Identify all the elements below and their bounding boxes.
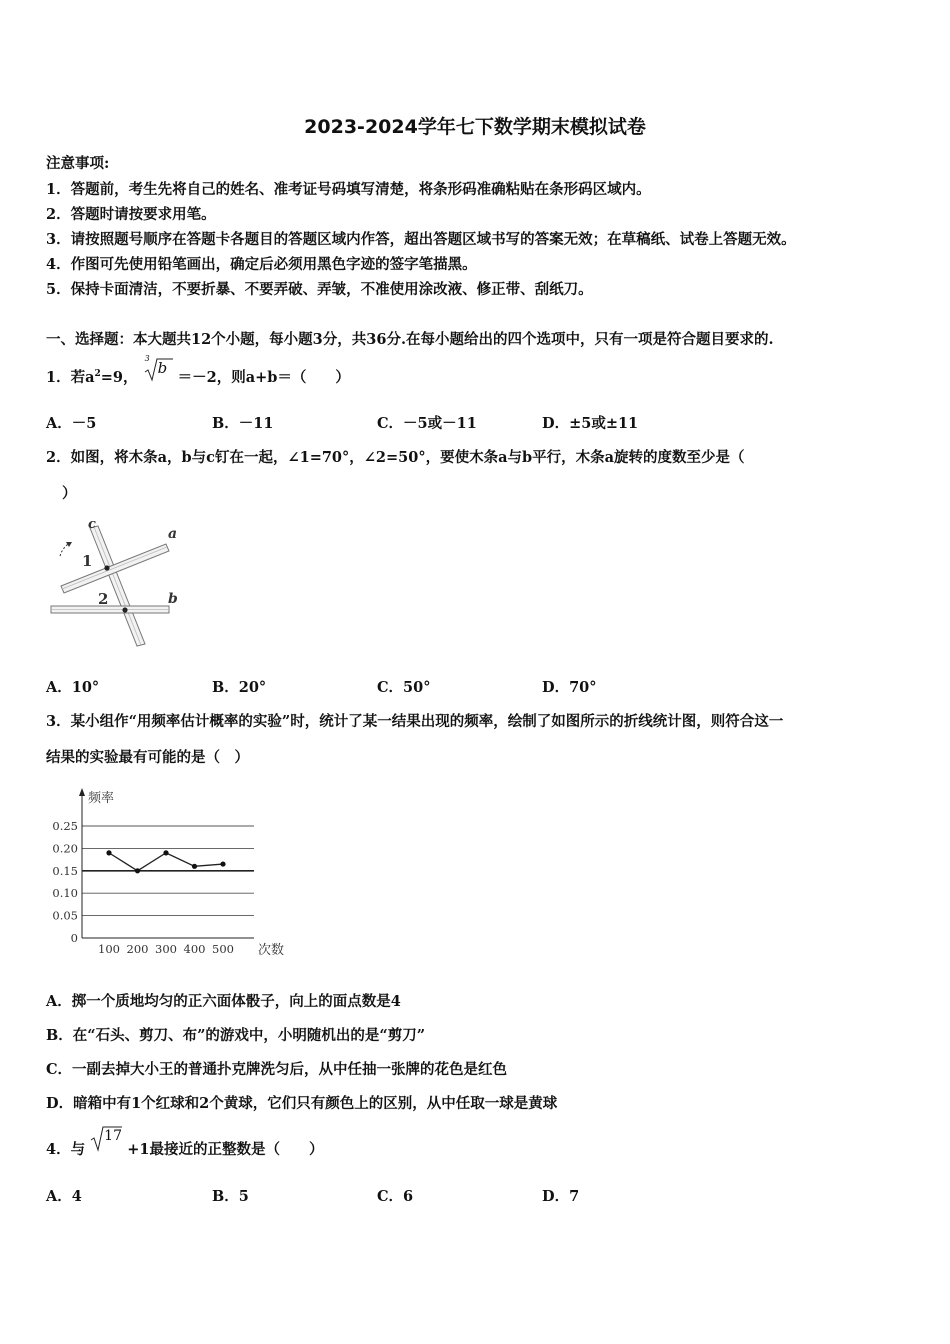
data-point [192, 864, 197, 869]
data-point [163, 850, 168, 855]
frequency-line-chart [46, 782, 296, 967]
label-b: b [168, 591, 178, 607]
notice-heading: 注意事项: [46, 155, 110, 172]
label-angle-2: 2 [98, 590, 109, 608]
x-tick-label: 400 [183, 942, 206, 956]
y-tick-label: 0.25 [52, 819, 78, 833]
question-3: 3．某小组作“用频率估计概率的实验”时，统计了某一结果出现的频率，绘制了如图所示的折线统计图，则符合这一 [46, 713, 784, 730]
q4-square-root [90, 1128, 122, 1156]
y-tick-label: 0.05 [52, 908, 78, 923]
data-point [106, 850, 111, 855]
section-heading: 一、选择题：本大题共12个小题，每小题3分，共36分.在每小题给出的四个选项中，只有一项是符合题目要求的. [46, 331, 774, 348]
question-2: 2．如图，将木条a，b与c钉在一起，∠1=70°，∠2=50°，要使木条a与b平行，木条a旋转的度数至少是（ [46, 449, 745, 466]
q1-sup: 2 [94, 369, 101, 380]
q2-option-d: D．70° [542, 679, 597, 696]
q1-option-a: A．－5 [46, 415, 97, 432]
data-point [135, 868, 140, 873]
y-axis-label: 频率 [88, 791, 115, 806]
question-1 [46, 354, 350, 387]
x-tick-label: 100 [98, 942, 120, 956]
notice-item: 4．作图可先使用铅笔画出，确定后必须用黑色字迹的签字笔描黑。 [46, 256, 477, 273]
nail-2 [122, 607, 127, 612]
q3-option-a: A．掷一个质地均匀的正六面体骰子，向上的面点数是4 [46, 993, 401, 1010]
data-point [220, 861, 225, 866]
label-a: a [168, 526, 178, 542]
series-line [109, 853, 223, 871]
q1-radicand: b [157, 359, 168, 377]
x-tick-label: 500 [212, 942, 234, 956]
q2-option-b: B．20° [212, 679, 267, 696]
q4-prefix: 4．与 [46, 1141, 86, 1158]
q4-option-b: B．5 [212, 1188, 249, 1205]
q1-cube-root [143, 354, 173, 384]
q1-root-index: 3 [144, 354, 150, 363]
y-tick-label: 0 [70, 931, 78, 945]
q4-suffix: +1最接近的正整数是（ ） [127, 1141, 324, 1158]
q3-option-b: B．在“石头、剪刀、布”的游戏中，小明随机出的是“剪刀” [46, 1027, 426, 1044]
nail-1 [104, 565, 109, 570]
question-2-cont: ） [62, 485, 77, 502]
q2-option-c: C．50° [377, 679, 431, 696]
q1-mid: =9， [100, 369, 138, 386]
q4-radicand: 17 [104, 1128, 122, 1144]
y-axis-arrow-icon [79, 788, 85, 796]
x-tick-label: 200 [126, 942, 149, 956]
q1-suffix: ＝－2，则a+b＝（ ） [177, 369, 350, 386]
strip-b [51, 606, 169, 613]
page-title: 2023-2024学年七下数学期末模拟试卷 [304, 116, 646, 138]
notice-item: 2．答题时请按要求用笔。 [46, 206, 216, 223]
q1-option-c: C．－5或－11 [377, 415, 477, 432]
y-tick-label: 0.15 [52, 863, 78, 878]
wood-strips-figure [46, 516, 196, 651]
q1-prefix: 1．若a [46, 369, 95, 386]
notice-item: 5．保持卡面清洁，不要折暴、不要弄破、弄皱，不准使用涂改液、修正带、刮纸刀。 [46, 281, 593, 298]
q3-option-c: C．一副去掉大小王的普通扑克牌洗匀后，从中任抽一张牌的花色是红色 [46, 1061, 508, 1078]
q1-option-b: B．－11 [212, 415, 274, 432]
q2-option-a: A．10° [46, 679, 100, 696]
x-tick-label: 300 [155, 942, 177, 956]
question-3-cont: 结果的实验最有可能的是（ ） [46, 749, 249, 766]
y-tick-label: 0.20 [52, 841, 78, 856]
label-angle-1: 1 [82, 552, 93, 570]
x-axis-label: 次数 [258, 943, 285, 958]
notice-item: 3．请按照题号顺序在答题卡各题目的答题区域内作答，超出答题区域书写的答案无效；在草稿纸、试卷上答题无效。 [46, 231, 796, 248]
label-c: c [88, 517, 96, 532]
q3-option-d: D．暗箱中有1个红球和2个黄球，它们只有颜色上的区别，从中任取一球是黄球 [46, 1095, 558, 1112]
y-tick-label: 0.10 [52, 886, 78, 901]
q4-option-a: A．4 [46, 1188, 82, 1205]
question-4 [46, 1128, 324, 1159]
notice-item: 1．答题前，考生先将自己的姓名、准考证号码填写清楚，将条形码准确粘贴在条形码区域内。 [46, 181, 651, 198]
strip-c [90, 526, 145, 646]
q1-option-d: D．±5或±11 [542, 415, 639, 432]
q4-option-d: D．7 [542, 1188, 580, 1205]
q4-option-c: C．6 [377, 1188, 414, 1205]
